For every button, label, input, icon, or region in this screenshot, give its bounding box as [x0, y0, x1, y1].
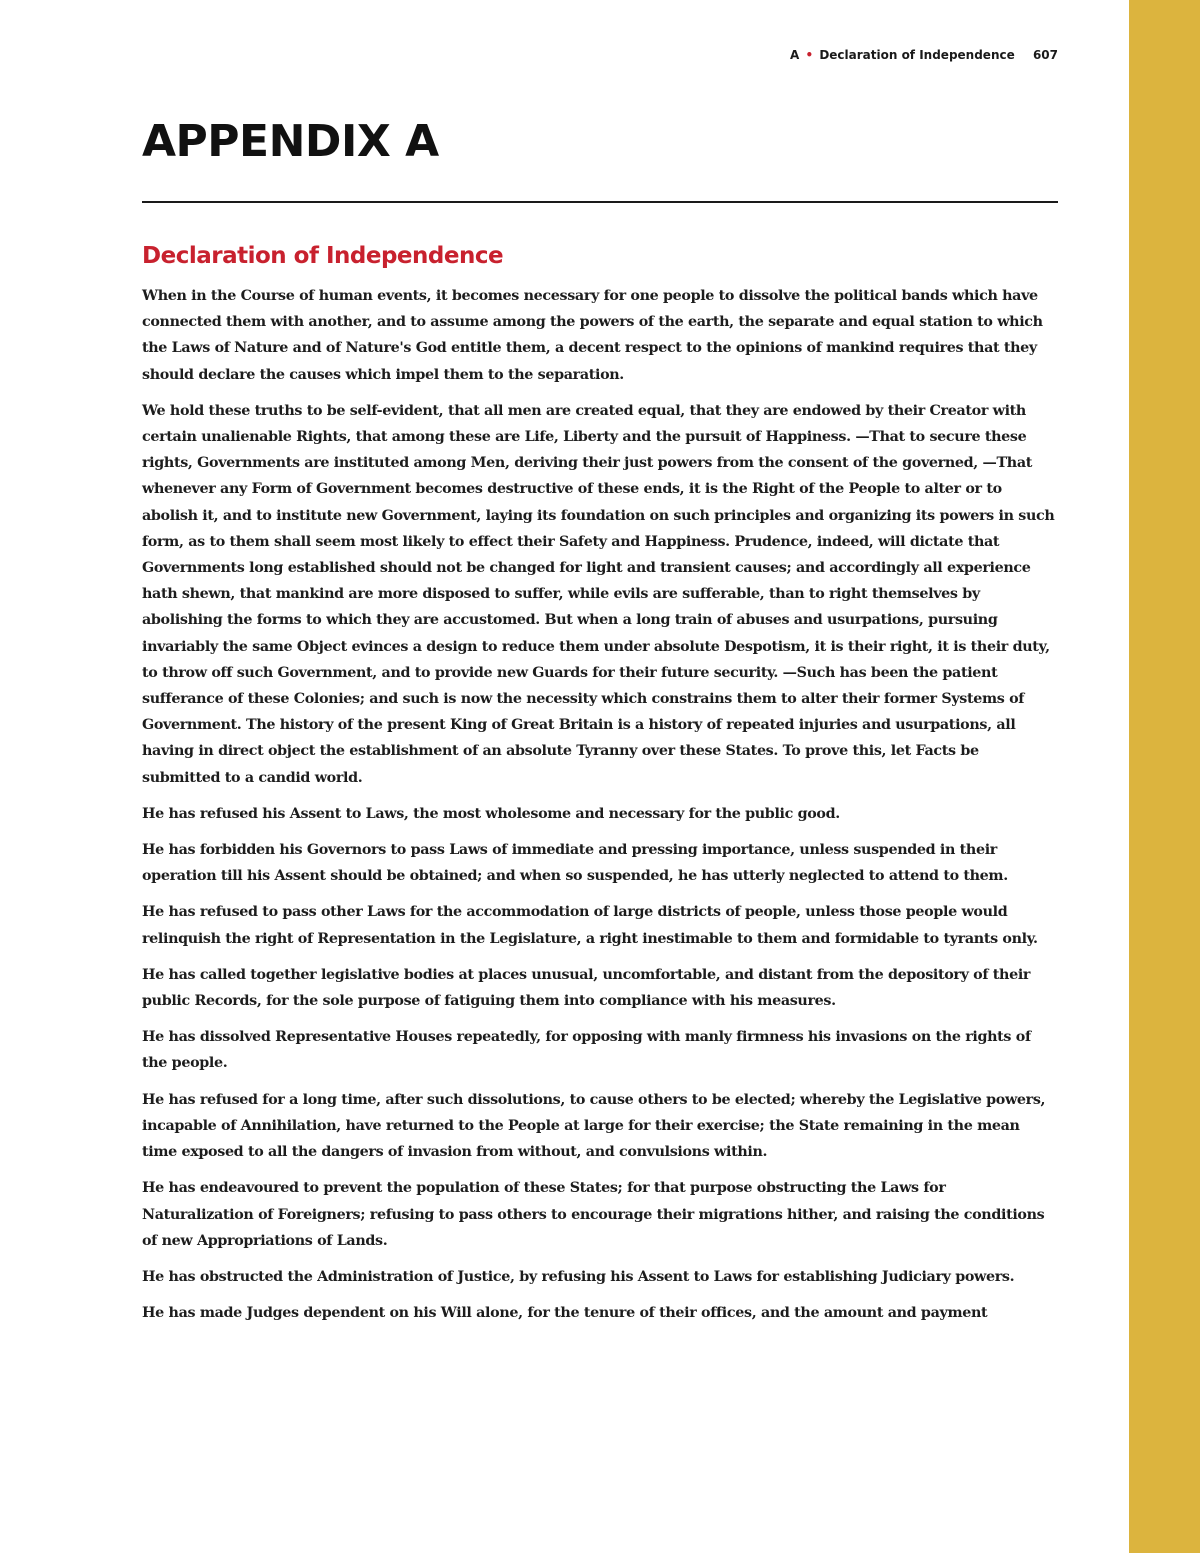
paragraph: He has endeavoured to prevent the population of these States; for that purpose obstructing the Laws for Naturalization of Foreigners; refusing to pass others to encourage their migrations hither, and raising the conditions of new Appropriations of Lands.	[142, 1180, 1045, 1249]
paragraph: He has refused to pass other Laws for the accommodation of large districts of people, unless those people would relinquish the right of Representation in the Legislature, a right inestimable to them and formidable to tyrants only.	[142, 904, 1038, 947]
paragraph: When in the Course of human events, it becomes necessary for one people to dissolve the political bands which have connected them with another, and to assume among the powers of the earth, the separate and equal station to which the Laws of Nature and of Nature's God entitle them, a decent respect to the opinions of mankind requires that they should declare the causes which impel them to the separation.	[142, 288, 1043, 383]
header-chapter-title: Declaration of Independence	[819, 48, 1015, 62]
page-title: APPENDIX A	[142, 116, 439, 167]
body-text	[142, 283, 1058, 1336]
paragraph: He has forbidden his Governors to pass Laws of immediate and pressing importance, unless suspended in their operation till his Assent should be obtained; and when so suspended, he has utterly neglected to attend to them.	[142, 842, 1008, 885]
paragraph: We hold these truths to be self-evident, that all men are created equal, that they are endowed by their Creator with certain unalienable Rights, that among these are Life, Liberty and the pursuit of Happiness. —That to secure these rights, Governments are instituted among Men, deriving their just powers from the consent of the governed, —That whenever any Form of Government becomes destructive of these ends, it is the Right of the People to alter or to abolish it, and to institute new Government, laying its foundation on such principles and organizing its powers in such form, as to them shall seem most likely to effect their Safety and Happiness. Prudence, indeed, will dictate that Governments long established should not be changed for light and transient causes; and accordingly all experience hath shewn, that mankind are more disposed to suffer, while evils are sufferable, than to right themselves by abolishing the forms to which they are accustomed. But when a long train of abuses and usurpations, pursuing invariably the same Object evinces a design to reduce them under absolute Despotism, it is their right, it is their duty, to throw off such Government, and to provide new Guards for their future security. —Such has been the patient sufferance of these Colonies; and such is now the necessity which constrains them to alter their former Systems of Government. The history of the present King of Great Britain is a history of repeated injuries and usurpations, all having in direct object the establishment of an absolute Tyranny over these States. To prove this, let Facts be submitted to a candid world.	[142, 402, 1055, 786]
paragraph: He has refused for a long time, after such dissolutions, to cause others to be elected; whereby the Legislative powers, incapable of Annihilation, have returned to the People at large for their exercise; the State remaining in the mean time exposed to all the dangers of invasion from without, and convulsions within.	[142, 1091, 1046, 1161]
side-color-bar	[1129, 0, 1200, 1553]
paragraph: He has refused his Assent to Laws, the most wholesome and necessary for the public good.	[142, 805, 840, 822]
title-divider	[142, 201, 1058, 203]
paragraph: He has dissolved Representative Houses repeatedly, for opposing with manly firmness his invasions on the rights of the people.	[142, 1029, 1031, 1072]
paragraph: He has called together legislative bodies at places unusual, uncomfortable, and distant from the depository of their public Records, for the sole purpose of fatiguing them into compliance with his measures.	[142, 966, 1031, 1010]
header-section-letter: A	[789, 48, 800, 62]
header-separator: •	[805, 48, 814, 62]
page-number: 607	[1032, 48, 1058, 62]
paragraph: He has made Judges dependent on his Will alone, for the tenure of their offices, and the amount and payment	[142, 1305, 988, 1322]
paragraph: He has obstructed the Administration of Justice, by refusing his Assent to Laws for establishing Judiciary powers.	[142, 1268, 1015, 1285]
section-heading: Declaration of Independence	[142, 243, 504, 269]
running-header	[600, 48, 1058, 62]
